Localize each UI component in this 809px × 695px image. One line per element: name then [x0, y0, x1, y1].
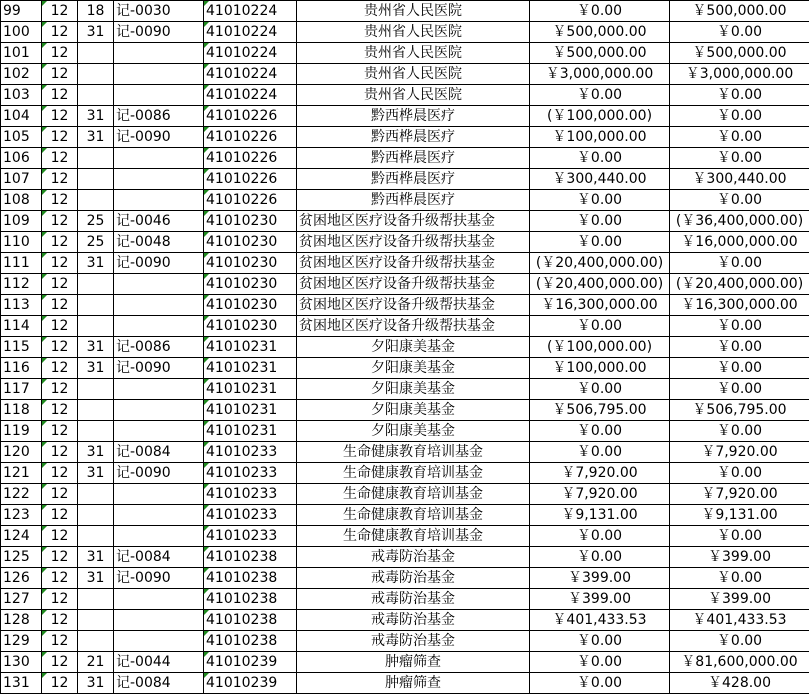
account-code-cell[interactable]: 41010233: [204, 463, 297, 484]
account-code-cell[interactable]: 41010226: [204, 190, 297, 211]
amount-cell-1[interactable]: ￥500,000.00: [530, 43, 670, 64]
account-name-cell[interactable]: 黔西桦晨医疗: [297, 106, 530, 127]
month-cell[interactable]: 12: [42, 1, 78, 22]
amount-cell-2[interactable]: ￥0.00: [670, 190, 809, 211]
amount-cell-1[interactable]: ￥0.00: [530, 232, 670, 253]
voucher-cell[interactable]: [114, 505, 204, 526]
amount-cell-2[interactable]: ￥81,600,000.00: [670, 652, 809, 673]
amount-cell-2[interactable]: ￥500,000.00: [670, 43, 809, 64]
amount-cell-1[interactable]: ￥3,000,000.00: [530, 64, 670, 85]
amount-cell-2[interactable]: ￥7,920.00: [670, 442, 809, 463]
row-number-cell[interactable]: 116: [1, 358, 42, 379]
account-name-cell[interactable]: 夕阳康美基金: [297, 358, 530, 379]
row-number-cell[interactable]: 105: [1, 127, 42, 148]
account-name-cell[interactable]: 生命健康教育培训基金: [297, 484, 530, 505]
amount-cell-1[interactable]: ￥0.00: [530, 379, 670, 400]
amount-cell-1[interactable]: ￥0.00: [530, 148, 670, 169]
voucher-cell[interactable]: [114, 316, 204, 337]
amount-cell-1[interactable]: ￥500,000.00: [530, 22, 670, 43]
amount-cell-1[interactable]: (￥20,400,000.00): [530, 274, 670, 295]
voucher-cell[interactable]: 记-0084: [114, 442, 204, 463]
table-row: [1, 169, 809, 190]
amount-cell-2[interactable]: ￥16,000,000.00: [670, 232, 809, 253]
month-cell[interactable]: 12: [42, 169, 78, 190]
account-name-cell[interactable]: 贵州省人民医院: [297, 22, 530, 43]
table-row: [1, 526, 809, 547]
day-cell[interactable]: [78, 85, 114, 106]
account-name-cell[interactable]: 黔西桦晨医疗: [297, 169, 530, 190]
account-code-cell[interactable]: 41010238: [204, 631, 297, 652]
account-name-cell[interactable]: 生命健康教育培训基金: [297, 442, 530, 463]
amount-cell-1[interactable]: ￥401,433.53: [530, 610, 670, 631]
row-number-cell[interactable]: 109: [1, 211, 42, 232]
amount-cell-1[interactable]: ￥0.00: [530, 547, 670, 568]
month-cell[interactable]: 12: [42, 379, 78, 400]
voucher-cell[interactable]: 记-0030: [114, 1, 204, 22]
amount-cell-1[interactable]: ￥300,440.00: [530, 169, 670, 190]
amount-cell-2[interactable]: ￥500,000.00: [670, 1, 809, 22]
day-cell[interactable]: 31: [78, 568, 114, 589]
month-cell[interactable]: 12: [42, 43, 78, 64]
account-code-cell[interactable]: 41010231: [204, 358, 297, 379]
day-cell[interactable]: [78, 64, 114, 85]
account-name-cell[interactable]: 贫困地区医疗设备升级帮扶基金: [297, 211, 530, 232]
table-row: [1, 1, 809, 22]
month-cell[interactable]: 12: [42, 568, 78, 589]
table-row: [1, 568, 809, 589]
table-row: [1, 85, 809, 106]
day-cell[interactable]: [78, 43, 114, 64]
day-cell[interactable]: [78, 631, 114, 652]
month-cell[interactable]: 12: [42, 148, 78, 169]
voucher-cell[interactable]: [114, 43, 204, 64]
day-cell[interactable]: 31: [78, 337, 114, 358]
account-name-cell[interactable]: 贵州省人民医院: [297, 1, 530, 22]
row-number-cell[interactable]: 126: [1, 568, 42, 589]
amount-cell-1[interactable]: ￥0.00: [530, 631, 670, 652]
amount-cell-2[interactable]: ￥0.00: [670, 526, 809, 547]
row-number-cell[interactable]: 129: [1, 631, 42, 652]
table-row: [1, 484, 809, 505]
day-cell[interactable]: [78, 421, 114, 442]
amount-cell-1[interactable]: ￥0.00: [530, 85, 670, 106]
month-cell[interactable]: 12: [42, 106, 78, 127]
amount-cell-2[interactable]: ￥7,920.00: [670, 484, 809, 505]
voucher-cell[interactable]: [114, 274, 204, 295]
table-row: [1, 274, 809, 295]
amount-cell-2[interactable]: ￥0.00: [670, 253, 809, 274]
day-cell[interactable]: 31: [78, 358, 114, 379]
amount-cell-2[interactable]: ￥0.00: [670, 463, 809, 484]
day-cell[interactable]: 31: [78, 442, 114, 463]
account-name-cell[interactable]: 戒毒防治基金: [297, 547, 530, 568]
voucher-cell[interactable]: 记-0090: [114, 463, 204, 484]
table-row: [1, 610, 809, 631]
account-name-cell[interactable]: 戒毒防治基金: [297, 568, 530, 589]
month-cell[interactable]: 12: [42, 64, 78, 85]
account-code-cell[interactable]: 41010230: [204, 232, 297, 253]
day-cell[interactable]: 18: [78, 1, 114, 22]
account-code-cell[interactable]: 41010231: [204, 400, 297, 421]
day-cell[interactable]: [78, 316, 114, 337]
account-name-cell[interactable]: 贫困地区医疗设备升级帮扶基金: [297, 253, 530, 274]
account-code-cell[interactable]: 41010226: [204, 127, 297, 148]
voucher-cell[interactable]: 记-0084: [114, 547, 204, 568]
amount-cell-2[interactable]: ￥3,000,000.00: [670, 64, 809, 85]
account-code-cell[interactable]: 41010239: [204, 673, 297, 694]
row-number-cell[interactable]: 119: [1, 421, 42, 442]
table-row: [1, 358, 809, 379]
day-cell[interactable]: [78, 379, 114, 400]
row-number-cell[interactable]: 120: [1, 442, 42, 463]
table-row: [1, 64, 809, 85]
voucher-cell[interactable]: [114, 64, 204, 85]
voucher-cell[interactable]: 记-0086: [114, 337, 204, 358]
grid-body: [1, 1, 809, 694]
table-row: [1, 295, 809, 316]
day-cell[interactable]: [78, 148, 114, 169]
amount-cell-1[interactable]: ￥0.00: [530, 316, 670, 337]
month-cell[interactable]: 12: [42, 547, 78, 568]
amount-cell-1[interactable]: (￥100,000.00): [530, 106, 670, 127]
month-cell[interactable]: 12: [42, 400, 78, 421]
row-number-cell[interactable]: 104: [1, 106, 42, 127]
row-number-cell[interactable]: 103: [1, 85, 42, 106]
table-row: [1, 127, 809, 148]
day-cell[interactable]: [78, 190, 114, 211]
voucher-cell[interactable]: 记-0090: [114, 358, 204, 379]
amount-cell-1[interactable]: ￥506,795.00: [530, 400, 670, 421]
month-cell[interactable]: 12: [42, 274, 78, 295]
table-row: [1, 232, 809, 253]
account-name-cell[interactable]: 生命健康教育培训基金: [297, 463, 530, 484]
day-cell[interactable]: [78, 610, 114, 631]
table-row: [1, 589, 809, 610]
day-cell[interactable]: [78, 484, 114, 505]
month-cell[interactable]: 12: [42, 526, 78, 547]
day-cell[interactable]: [78, 400, 114, 421]
voucher-cell[interactable]: [114, 589, 204, 610]
row-number-cell[interactable]: 118: [1, 400, 42, 421]
table-row: [1, 379, 809, 400]
month-cell[interactable]: 12: [42, 253, 78, 274]
account-code-cell[interactable]: 41010226: [204, 169, 297, 190]
account-name-cell[interactable]: 黔西桦晨医疗: [297, 127, 530, 148]
account-code-cell[interactable]: 41010224: [204, 43, 297, 64]
amount-cell-1[interactable]: ￥7,920.00: [530, 484, 670, 505]
account-code-cell[interactable]: 41010230: [204, 295, 297, 316]
month-cell[interactable]: 12: [42, 22, 78, 43]
month-cell[interactable]: 12: [42, 316, 78, 337]
account-name-cell[interactable]: 贵州省人民医院: [297, 43, 530, 64]
account-name-cell[interactable]: 贫困地区医疗设备升级帮扶基金: [297, 316, 530, 337]
account-code-cell[interactable]: 41010226: [204, 148, 297, 169]
month-cell[interactable]: 12: [42, 610, 78, 631]
amount-cell-1[interactable]: (￥100,000.00): [530, 337, 670, 358]
amount-cell-1[interactable]: ￥399.00: [530, 568, 670, 589]
table-row: [1, 631, 809, 652]
amount-cell-2[interactable]: ￥16,300,000.00: [670, 295, 809, 316]
voucher-cell[interactable]: 记-0044: [114, 652, 204, 673]
amount-cell-1[interactable]: ￥7,920.00: [530, 463, 670, 484]
amount-cell-2[interactable]: ￥0.00: [670, 316, 809, 337]
row-number-cell[interactable]: 131: [1, 673, 42, 694]
voucher-cell[interactable]: [114, 85, 204, 106]
account-name-cell[interactable]: 黔西桦晨医疗: [297, 148, 530, 169]
account-code-cell[interactable]: 41010238: [204, 589, 297, 610]
account-code-cell[interactable]: 41010231: [204, 421, 297, 442]
amount-cell-2[interactable]: ￥399.00: [670, 547, 809, 568]
account-code-cell[interactable]: 41010233: [204, 505, 297, 526]
amount-cell-2[interactable]: ￥0.00: [670, 148, 809, 169]
table-row: [1, 106, 809, 127]
month-cell[interactable]: 12: [42, 463, 78, 484]
voucher-cell[interactable]: [114, 484, 204, 505]
account-code-cell[interactable]: 41010238: [204, 568, 297, 589]
account-code-cell[interactable]: 41010238: [204, 610, 297, 631]
amount-cell-1[interactable]: ￥0.00: [530, 190, 670, 211]
account-code-cell[interactable]: 41010231: [204, 379, 297, 400]
amount-cell-2[interactable]: ￥0.00: [670, 85, 809, 106]
day-cell[interactable]: 25: [78, 211, 114, 232]
account-code-cell[interactable]: 41010239: [204, 652, 297, 673]
amount-cell-2[interactable]: (￥36,400,000.00): [670, 211, 809, 232]
voucher-cell[interactable]: [114, 190, 204, 211]
row-number-cell[interactable]: 121: [1, 463, 42, 484]
row-number-cell[interactable]: 114: [1, 316, 42, 337]
account-name-cell[interactable]: 肿瘤筛查: [297, 673, 530, 694]
account-name-cell[interactable]: 夕阳康美基金: [297, 400, 530, 421]
amount-cell-2[interactable]: ￥0.00: [670, 127, 809, 148]
voucher-cell[interactable]: [114, 295, 204, 316]
row-number-cell[interactable]: 122: [1, 484, 42, 505]
amount-cell-1[interactable]: ￥16,300,000.00: [530, 295, 670, 316]
row-number-cell[interactable]: 107: [1, 169, 42, 190]
amount-cell-2[interactable]: (￥20,400,000.00): [670, 274, 809, 295]
account-name-cell[interactable]: 戒毒防治基金: [297, 631, 530, 652]
amount-cell-1[interactable]: ￥0.00: [530, 421, 670, 442]
voucher-cell[interactable]: 记-0046: [114, 211, 204, 232]
voucher-cell[interactable]: 记-0090: [114, 22, 204, 43]
amount-cell-2[interactable]: ￥401,433.53: [670, 610, 809, 631]
account-name-cell[interactable]: 生命健康教育培训基金: [297, 526, 530, 547]
row-number-cell[interactable]: 112: [1, 274, 42, 295]
account-name-cell[interactable]: 夕阳康美基金: [297, 379, 530, 400]
amount-cell-2[interactable]: ￥399.00: [670, 589, 809, 610]
month-cell[interactable]: 12: [42, 190, 78, 211]
amount-cell-2[interactable]: ￥9,131.00: [670, 505, 809, 526]
month-cell[interactable]: 12: [42, 295, 78, 316]
table-row: [1, 463, 809, 484]
account-name-cell[interactable]: 夕阳康美基金: [297, 337, 530, 358]
account-code-cell[interactable]: 41010233: [204, 442, 297, 463]
month-cell[interactable]: 12: [42, 442, 78, 463]
row-number-cell[interactable]: 117: [1, 379, 42, 400]
amount-cell-1[interactable]: ￥0.00: [530, 673, 670, 694]
month-cell[interactable]: 12: [42, 589, 78, 610]
month-cell[interactable]: 12: [42, 358, 78, 379]
row-number-cell[interactable]: 123: [1, 505, 42, 526]
day-cell[interactable]: 25: [78, 232, 114, 253]
voucher-cell[interactable]: 记-0090: [114, 253, 204, 274]
amount-cell-2[interactable]: ￥0.00: [670, 22, 809, 43]
day-cell[interactable]: [78, 169, 114, 190]
amount-cell-2[interactable]: ￥0.00: [670, 358, 809, 379]
voucher-cell[interactable]: 记-0090: [114, 568, 204, 589]
amount-cell-1[interactable]: ￥0.00: [530, 526, 670, 547]
voucher-cell[interactable]: [114, 400, 204, 421]
voucher-cell[interactable]: [114, 169, 204, 190]
amount-cell-1[interactable]: ￥0.00: [530, 652, 670, 673]
account-name-cell[interactable]: 肿瘤筛查: [297, 652, 530, 673]
amount-cell-2[interactable]: ￥428.00: [670, 673, 809, 694]
voucher-cell[interactable]: [114, 421, 204, 442]
table-row: [1, 22, 809, 43]
row-number-cell[interactable]: 102: [1, 64, 42, 85]
month-cell[interactable]: 12: [42, 85, 78, 106]
row-number-cell[interactable]: 106: [1, 148, 42, 169]
table-row: [1, 316, 809, 337]
row-number-cell[interactable]: 128: [1, 610, 42, 631]
day-cell[interactable]: 31: [78, 127, 114, 148]
table-row: [1, 421, 809, 442]
table-row: [1, 211, 809, 232]
amount-cell-1[interactable]: (￥20,400,000.00): [530, 253, 670, 274]
voucher-cell[interactable]: [114, 148, 204, 169]
voucher-cell[interactable]: [114, 610, 204, 631]
table-row: [1, 253, 809, 274]
day-cell[interactable]: 31: [78, 106, 114, 127]
account-code-cell[interactable]: 41010224: [204, 64, 297, 85]
account-name-cell[interactable]: 黔西桦晨医疗: [297, 190, 530, 211]
voucher-cell[interactable]: 记-0090: [114, 127, 204, 148]
row-number-cell[interactable]: 115: [1, 337, 42, 358]
month-cell[interactable]: 12: [42, 505, 78, 526]
month-cell[interactable]: 12: [42, 211, 78, 232]
day-cell[interactable]: 21: [78, 652, 114, 673]
amount-cell-1[interactable]: ￥0.00: [530, 211, 670, 232]
account-name-cell[interactable]: 贫困地区医疗设备升级帮扶基金: [297, 232, 530, 253]
day-cell[interactable]: 31: [78, 463, 114, 484]
account-code-cell[interactable]: 41010230: [204, 253, 297, 274]
account-name-cell[interactable]: 贫困地区医疗设备升级帮扶基金: [297, 274, 530, 295]
table-row: [1, 190, 809, 211]
account-code-cell[interactable]: 41010231: [204, 337, 297, 358]
account-name-cell[interactable]: 夕阳康美基金: [297, 421, 530, 442]
table-row: [1, 547, 809, 568]
amount-cell-1[interactable]: ￥100,000.00: [530, 127, 670, 148]
day-cell[interactable]: [78, 295, 114, 316]
account-code-cell[interactable]: 41010233: [204, 484, 297, 505]
day-cell[interactable]: [78, 526, 114, 547]
amount-cell-2[interactable]: ￥0.00: [670, 568, 809, 589]
amount-cell-2[interactable]: ￥0.00: [670, 106, 809, 127]
row-number-cell[interactable]: 101: [1, 43, 42, 64]
row-number-cell[interactable]: 127: [1, 589, 42, 610]
row-number-cell[interactable]: 100: [1, 22, 42, 43]
table-row: [1, 505, 809, 526]
row-number-cell[interactable]: 125: [1, 547, 42, 568]
account-code-cell[interactable]: 41010230: [204, 274, 297, 295]
month-cell[interactable]: 12: [42, 484, 78, 505]
row-number-cell[interactable]: 113: [1, 295, 42, 316]
account-name-cell[interactable]: 贫困地区医疗设备升级帮扶基金: [297, 295, 530, 316]
table-row: [1, 442, 809, 463]
amount-cell-2[interactable]: ￥506,795.00: [670, 400, 809, 421]
account-code-cell[interactable]: 41010233: [204, 526, 297, 547]
amount-cell-1[interactable]: ￥9,131.00: [530, 505, 670, 526]
account-code-cell[interactable]: 41010224: [204, 85, 297, 106]
account-code-cell[interactable]: 41010226: [204, 106, 297, 127]
voucher-cell[interactable]: 记-0086: [114, 106, 204, 127]
row-number-cell[interactable]: 99: [1, 1, 42, 22]
month-cell[interactable]: 12: [42, 631, 78, 652]
month-cell[interactable]: 12: [42, 337, 78, 358]
account-code-cell[interactable]: 41010238: [204, 547, 297, 568]
day-cell[interactable]: 31: [78, 547, 114, 568]
account-name-cell[interactable]: 贵州省人民医院: [297, 85, 530, 106]
amount-cell-2[interactable]: ￥0.00: [670, 379, 809, 400]
amount-cell-2[interactable]: ￥300,440.00: [670, 169, 809, 190]
row-number-cell[interactable]: 110: [1, 232, 42, 253]
table-row: [1, 652, 809, 673]
table-row: [1, 148, 809, 169]
account-name-cell[interactable]: 戒毒防治基金: [297, 610, 530, 631]
voucher-cell[interactable]: 记-0048: [114, 232, 204, 253]
month-cell[interactable]: 12: [42, 673, 78, 694]
day-cell[interactable]: 31: [78, 253, 114, 274]
voucher-cell[interactable]: [114, 631, 204, 652]
day-cell[interactable]: [78, 274, 114, 295]
amount-cell-1[interactable]: ￥100,000.00: [530, 358, 670, 379]
amount-cell-1[interactable]: ￥0.00: [530, 1, 670, 22]
day-cell[interactable]: [78, 589, 114, 610]
amount-cell-1[interactable]: ￥0.00: [530, 442, 670, 463]
account-code-cell[interactable]: 41010224: [204, 1, 297, 22]
table-row: [1, 400, 809, 421]
account-code-cell[interactable]: 41010224: [204, 22, 297, 43]
month-cell[interactable]: 12: [42, 232, 78, 253]
amount-cell-2[interactable]: ￥0.00: [670, 631, 809, 652]
table-row: [1, 337, 809, 358]
day-cell[interactable]: 31: [78, 673, 114, 694]
table-row: [1, 43, 809, 64]
account-name-cell[interactable]: 戒毒防治基金: [297, 589, 530, 610]
row-number-cell[interactable]: 124: [1, 526, 42, 547]
day-cell[interactable]: 31: [78, 22, 114, 43]
table-row: [1, 673, 809, 694]
voucher-cell[interactable]: [114, 379, 204, 400]
day-cell[interactable]: [78, 505, 114, 526]
amount-cell-2[interactable]: ￥0.00: [670, 337, 809, 358]
month-cell[interactable]: 12: [42, 652, 78, 673]
month-cell[interactable]: 12: [42, 421, 78, 442]
account-code-cell[interactable]: 41010230: [204, 316, 297, 337]
account-name-cell[interactable]: 贵州省人民医院: [297, 64, 530, 85]
row-number-cell[interactable]: 130: [1, 652, 42, 673]
voucher-cell[interactable]: 记-0084: [114, 673, 204, 694]
row-number-cell[interactable]: 111: [1, 253, 42, 274]
account-code-cell[interactable]: 41010230: [204, 211, 297, 232]
voucher-cell[interactable]: [114, 526, 204, 547]
row-number-cell[interactable]: 108: [1, 190, 42, 211]
account-name-cell[interactable]: 生命健康教育培训基金: [297, 505, 530, 526]
month-cell[interactable]: 12: [42, 127, 78, 148]
amount-cell-2[interactable]: ￥0.00: [670, 421, 809, 442]
amount-cell-1[interactable]: ￥399.00: [530, 589, 670, 610]
